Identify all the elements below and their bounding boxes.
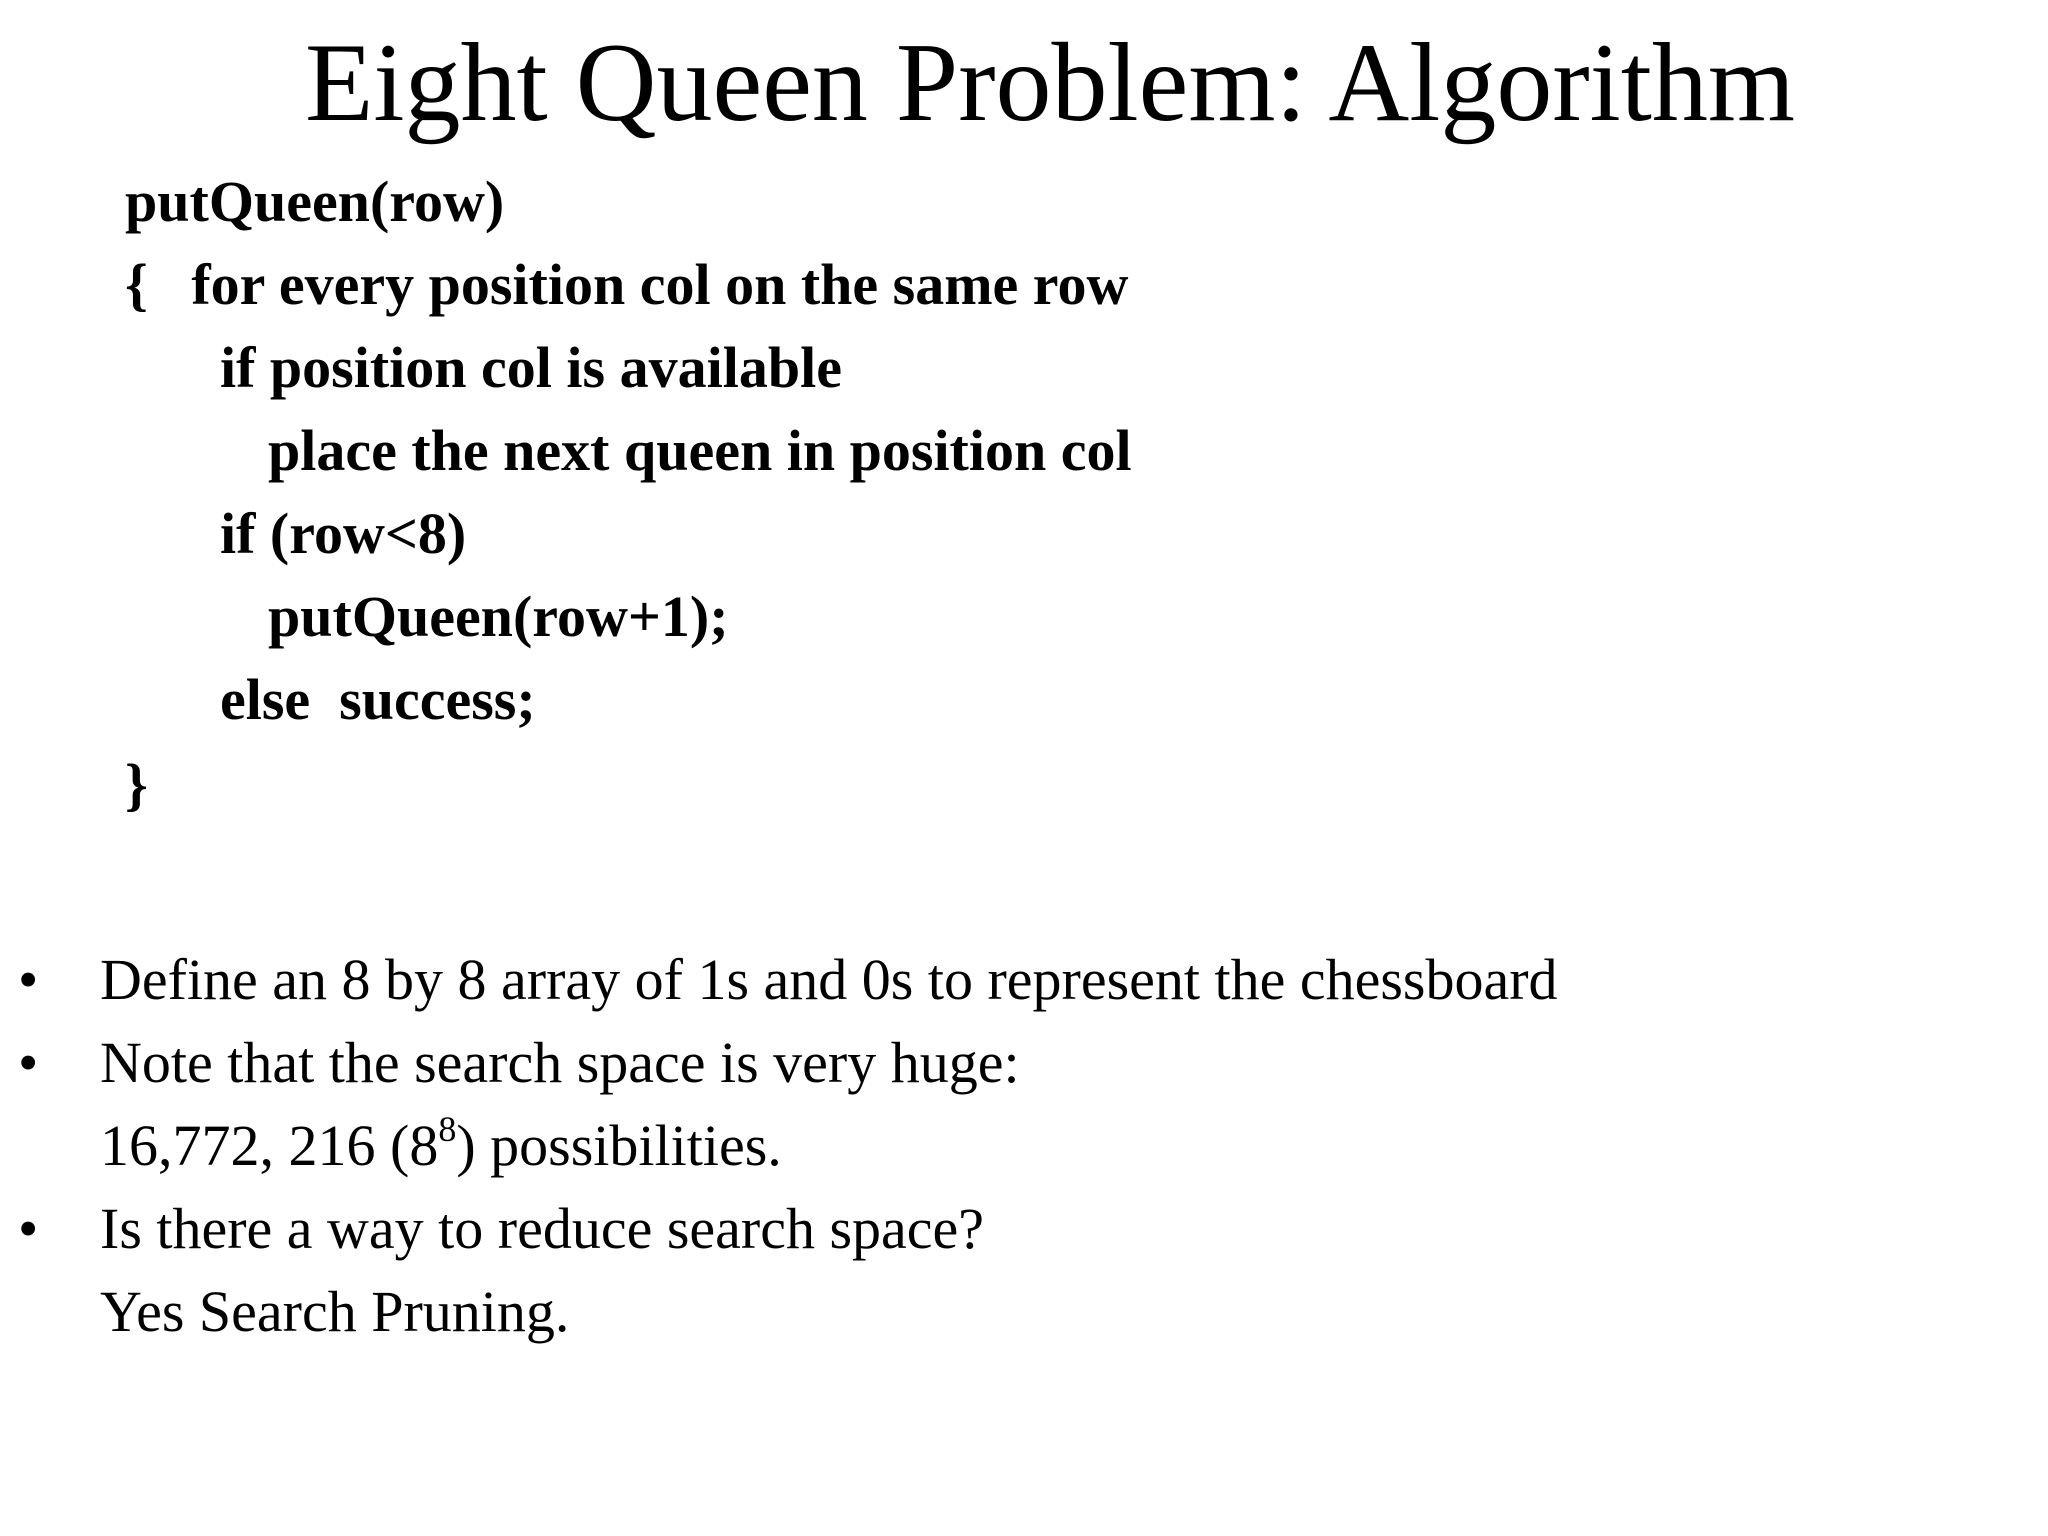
code-line: if (row<8) [220, 501, 467, 566]
code-line: { for every position col on the same row [125, 252, 1129, 317]
code-line: else success; [220, 667, 536, 732]
bullet-marker: • [18, 1030, 39, 1095]
bullet-item: Is there a way to reduce search space? [100, 1196, 984, 1261]
code-line: place the next queen in position col [268, 418, 1132, 483]
code-line: } [125, 752, 148, 817]
possibilities-suffix: ) possibilities. [456, 1113, 782, 1178]
bullet-item: Define an 8 by 8 array of 1s and 0s to represent the chessboard [100, 947, 1558, 1012]
bullet-marker: • [18, 947, 39, 1012]
possibilities-prefix: 16,772, 216 (8 [100, 1113, 439, 1178]
exponent: 8 [438, 1109, 457, 1149]
bullet-continuation [100, 1111, 782, 1181]
bullet-marker: • [18, 1196, 39, 1261]
slide-title: Eight Queen Problem: Algorithm [304, 21, 1796, 145]
bullet-item: Note that the search space is very huge: [100, 1030, 1020, 1095]
code-line: putQueen(row+1); [268, 584, 729, 649]
bullet-continuation: Yes Search Pruning. [100, 1279, 570, 1344]
code-line: if position col is available [220, 335, 842, 400]
code-line: putQueen(row) [125, 169, 505, 234]
